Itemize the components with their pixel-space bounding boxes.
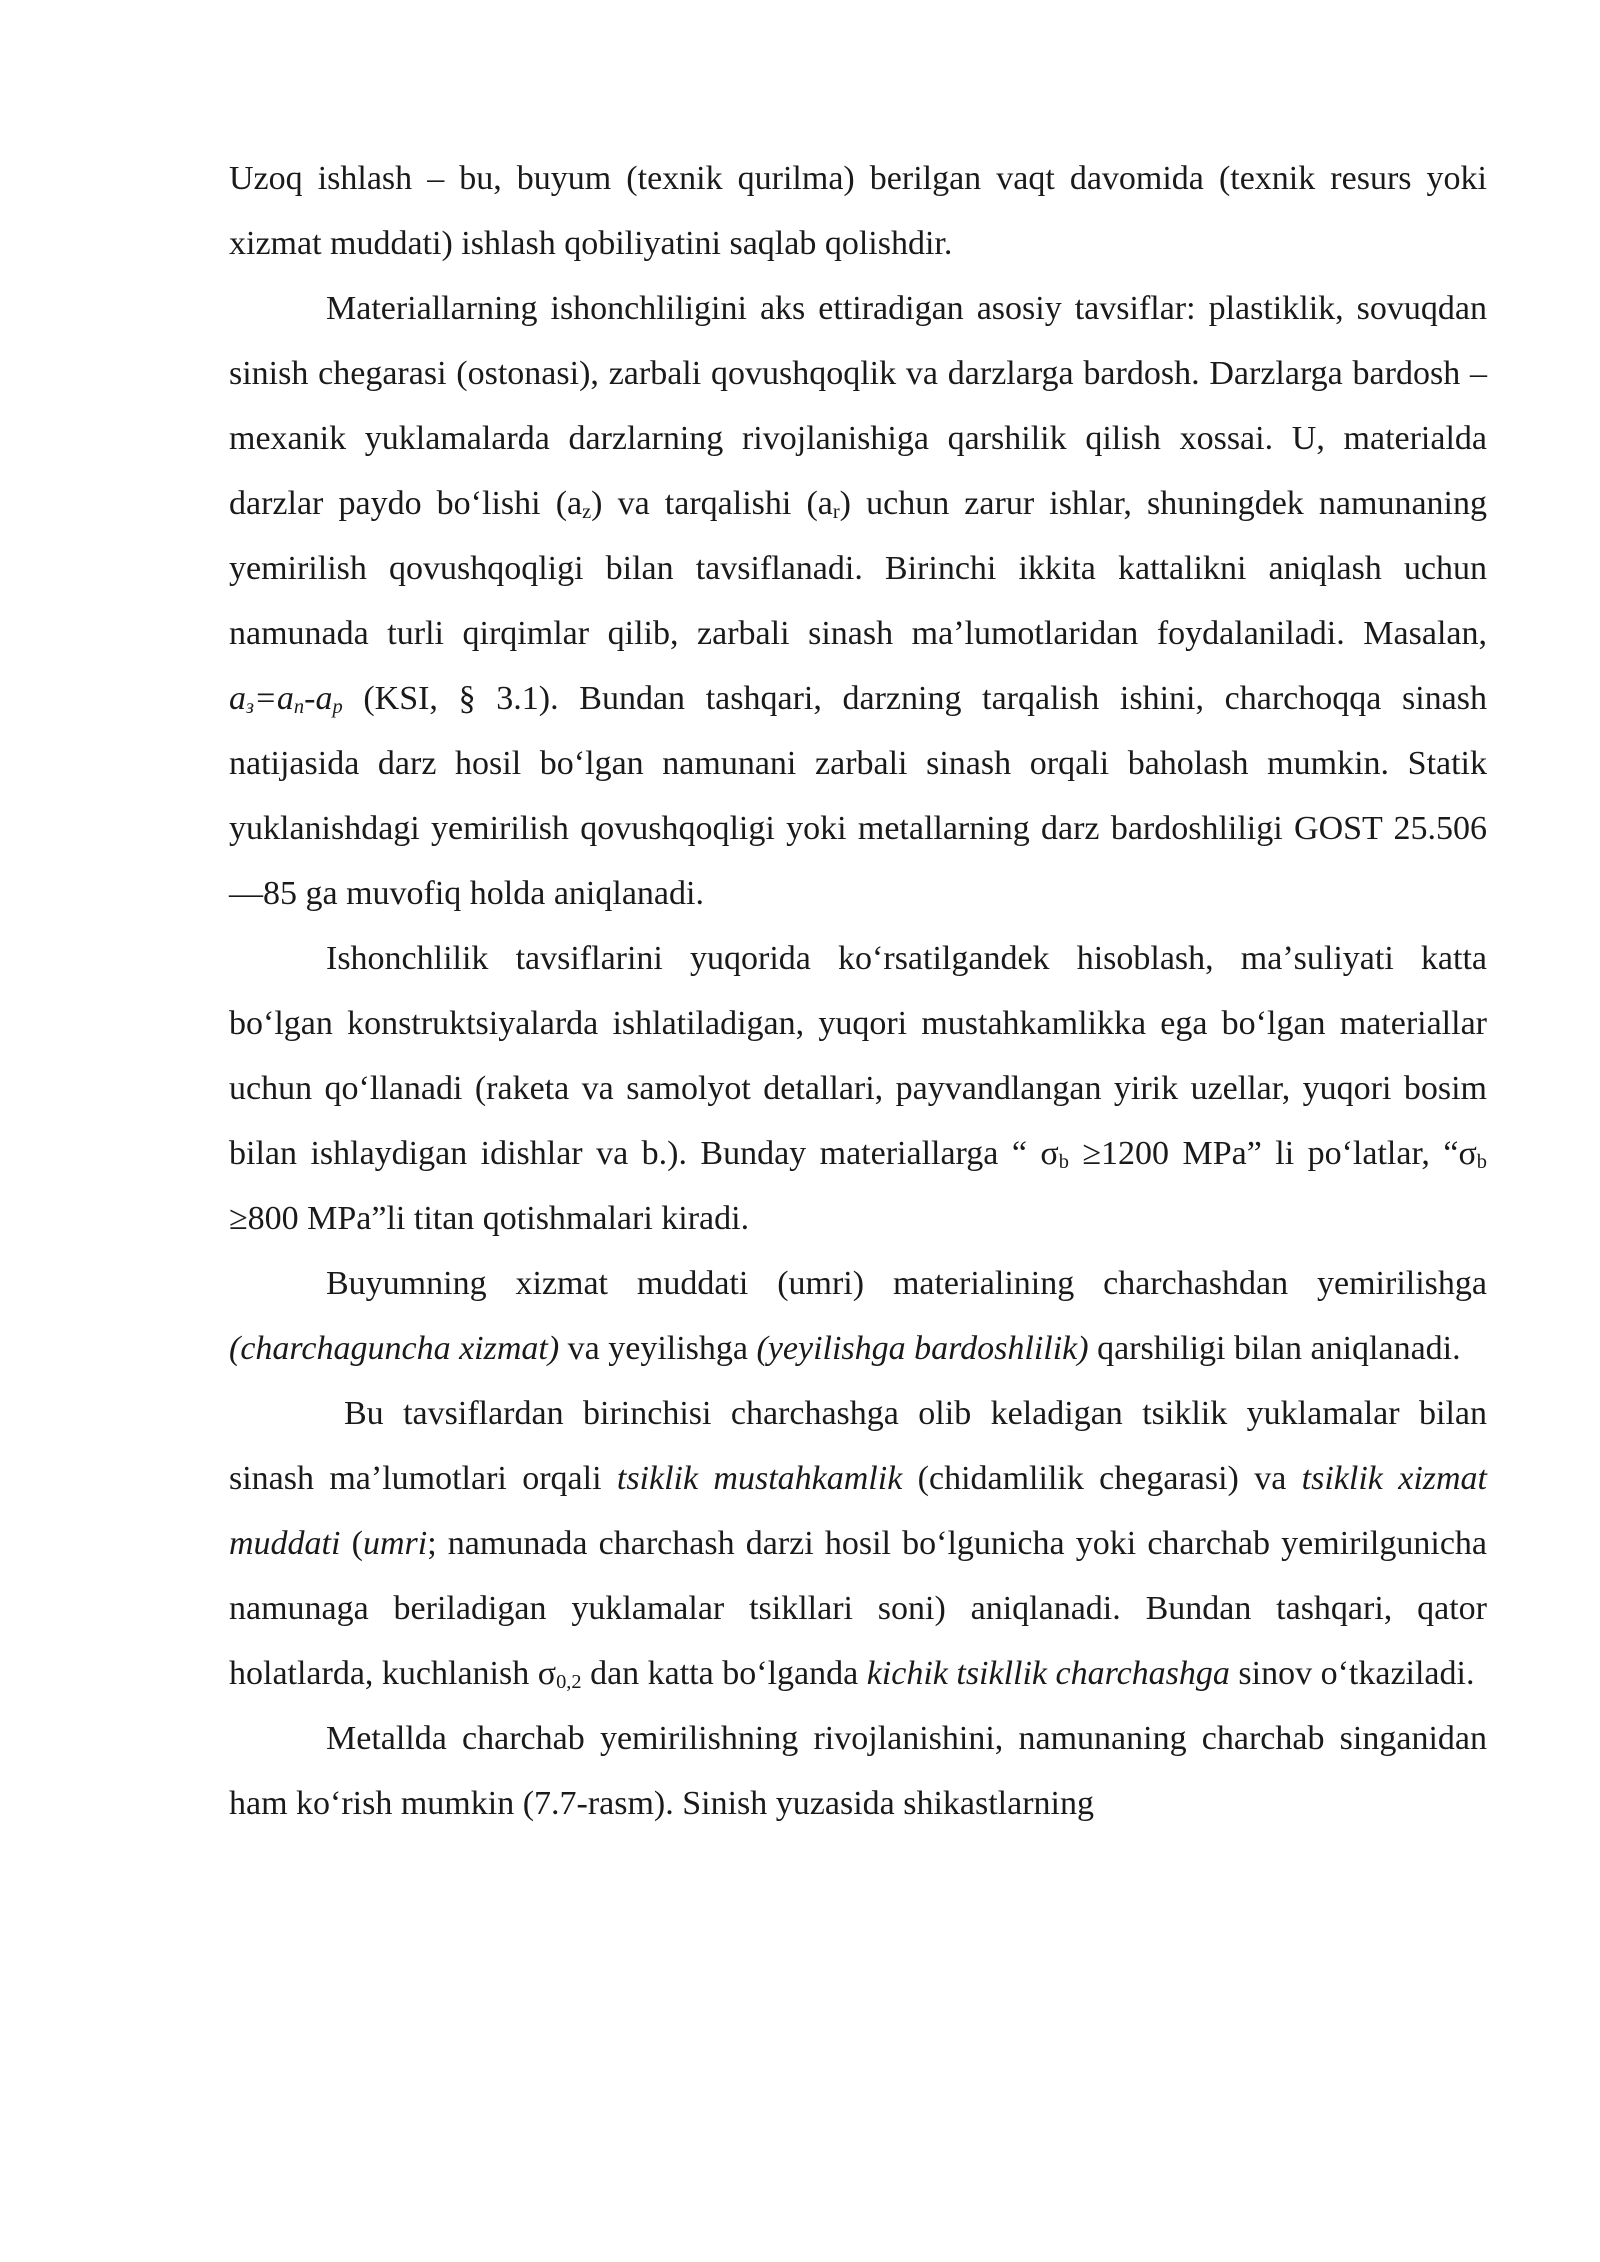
document-page (229, 146, 1487, 1836)
paragraph-5: Bu tavsiflardan birinchisi charchashga olib keladigan tsiklik yuklamalar bilan sinash maʼlumotlari orqali tsiklik mustahkamlik (chidamlilik chegarasi) va tsiklik xizmat muddati (umri; namunada charchash darzi hosil boʻlgunicha yoki charchab yemirilgunicha namunaga beriladigan yuklamalar tsikllari soni) aniqlanadi. Bundan tashqari, qator holatlarda, kuchlanish $\sigma_{0,2}$ dan katta boʻlganda kichik tsikllik charchashga sinov oʻtkaziladi. (229, 1395, 1488, 1694)
paragraph-2: Materiallarning ishonchliligini aks ettiradigan asosiy tavsiflar: plastiklik, sovuqdan sinish chegarasi (ostonasi), zarbali qovushqoqlik va darzlarga bardosh. Darzlarga bardosh – mexanik yuklamalarda darzlarning rivojlanishiga qarshilik qilish xossai. U, materialda darzlar paydo boʻlishi $(a_z)$ va tarqalishi $(a_r)$ uchun zarur ishlar, shuningdek namunaning yemirilish qovushqoqligi bilan tavsiflanadi. Birinchi ikkita kattalikni aniqlash uchun namunada turli qirqimlar qilib, zarbali sinash maʼlumotlaridan foydalaniladi. Masalan, $a_з=a_n-a_p$ (KSI, § 3.1). Bundan tashqari, darzning tarqalish ishini, charchoqqa sinash natijasida darz hosil boʻlgan namunani zarbali sinash orqali baholash mumkin. Statik yuklanishdagi yemirilish qovushqoqligi yoki metallarning darz bardoshliligi GOST 25.506—85 ga muvofiq holda aniqlanadi. (229, 290, 1487, 912)
paragraph-3: Ishonchlilik tavsiflarini yuqorida koʻrsatilgandek hisoblash, maʼsuliyati katta boʻlgan konstruktsiyalarda ishlatiladigan, yuqori mustahkamlikka ega boʻlgan materiallar uchun qoʻllanadi (raketa va samolyot detallari, payvandlangan yirik uzellar, yuqori bosim bilan ishlaydigan idishlar va b.). Bunday materiallarga “ $\sigma_b \ge 1200$ MPa” li poʻlatlar, “$\sigma_b \ge 800$ MPa”li titan qotishmalari kiradi. (229, 940, 1487, 1237)
formula: $a_з=a_n-a_p$ (229, 680, 343, 719)
paragraph-4: Buyumning xizmat muddati (umri) materialining charchashdan yemirilishga (charchaguncha xizmat) va yeyilishga (yeyilishga bardoshlilik) qarshiligi bilan aniqlanadi. (229, 1265, 1487, 1367)
paragraph-1: Uzoq ishlash – bu, buyum (texnik qurilma) berilgan vaqt davomida (texnik resurs yoki xizmat muddati) ishlash qobiliyatini saqlab qolishdir. (229, 160, 1487, 262)
paragraph-6: Metallda charchab yemirilishning rivojlanishini, namunaning charchab singanidan ham koʻrish mumkin (7.7-rasm). Sinish yuzasida shikastlarning (229, 1720, 1487, 1822)
